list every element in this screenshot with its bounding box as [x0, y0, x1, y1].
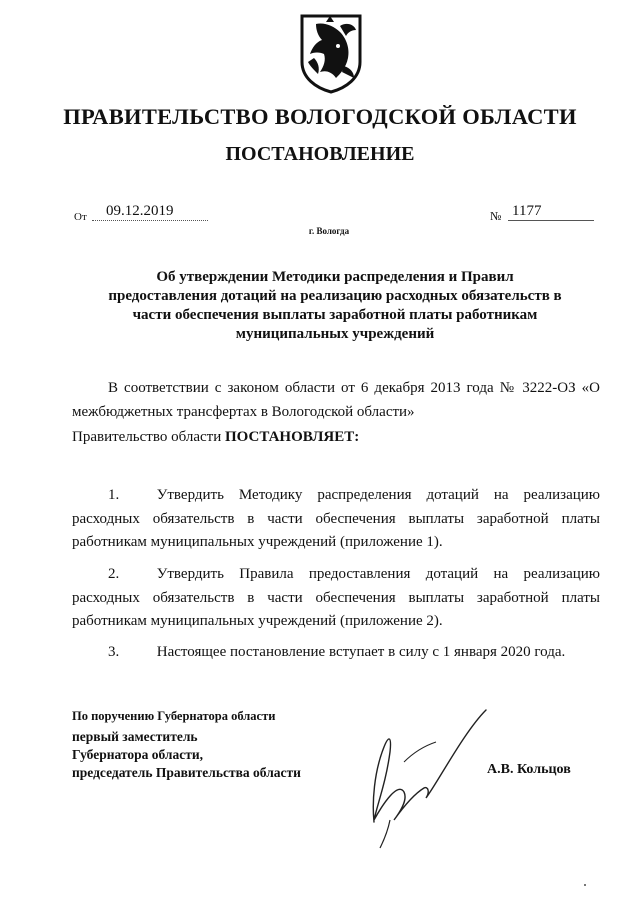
signature-line-3: Губернатора области,: [72, 747, 203, 762]
list-item: [72, 563, 600, 634]
document-type: ПОСТАНОВЛЕНИЕ: [225, 143, 415, 165]
resolve-word: ПОСТАНОВЛЯЕТ:: [224, 429, 360, 445]
resolve-prefix: Правительство области: [72, 429, 225, 445]
title-line: Об утверждении Методики распределения и Правил: [156, 269, 514, 285]
list-item: [72, 484, 600, 555]
document-date: 09.12.2019: [92, 202, 208, 221]
item-number: 2.: [108, 566, 120, 582]
item-text: Утвердить Методику распределения дотаций на реализацию расходных обязательств в части обеспечения выплаты заработной платы работникам муниципальных учреждений (приложение 1).: [72, 487, 600, 550]
date-prefix: От: [74, 211, 87, 223]
handwritten-signature-icon: [344, 702, 494, 852]
item-number: 1.: [108, 487, 120, 503]
document-number: 1177: [508, 202, 594, 221]
document-title: [100, 268, 570, 344]
item-number: 3.: [108, 644, 120, 660]
preamble-text: В соответствии с законом области от 6 декабря 2013 года № 3222-ОЗ «О межбюджетных трансфертах в Вологодской области»: [72, 380, 600, 420]
signature-line-4: председатель Правительства области: [72, 765, 301, 780]
item-text: Утвердить Правила предоставления дотаций на реализацию расходных обязательств в части обеспечения выплаты заработной платы работникам муниципальных учреждений (приложение 2).: [72, 566, 600, 629]
government-title: ПРАВИТЕЛЬСТВО ВОЛОГОДСКОЙ ОБЛАСТИ: [63, 104, 577, 129]
list-item: [72, 641, 600, 665]
number-prefix: №: [490, 209, 502, 223]
city-label: г. Вологда: [308, 226, 350, 236]
item-text: Настоящее постановление вступает в силу с 1 января 2020 года.: [156, 644, 566, 660]
title-line: части обеспечения выплаты заработной платы работникам: [132, 307, 538, 323]
scan-dot: [584, 884, 586, 886]
title-line: предоставления дотаций на реализацию расходных обязательств в: [108, 288, 562, 304]
signer-name: А.В. Кольцов: [487, 762, 571, 777]
signature-line-2: первый заместитель: [72, 729, 198, 744]
title-line: муниципальных учреждений: [235, 326, 435, 342]
signature-line-1: По поручению Губернатора области: [72, 709, 276, 723]
vologda-oblast-coat-of-arms-icon: [296, 12, 366, 94]
resolve-line: [72, 426, 600, 450]
